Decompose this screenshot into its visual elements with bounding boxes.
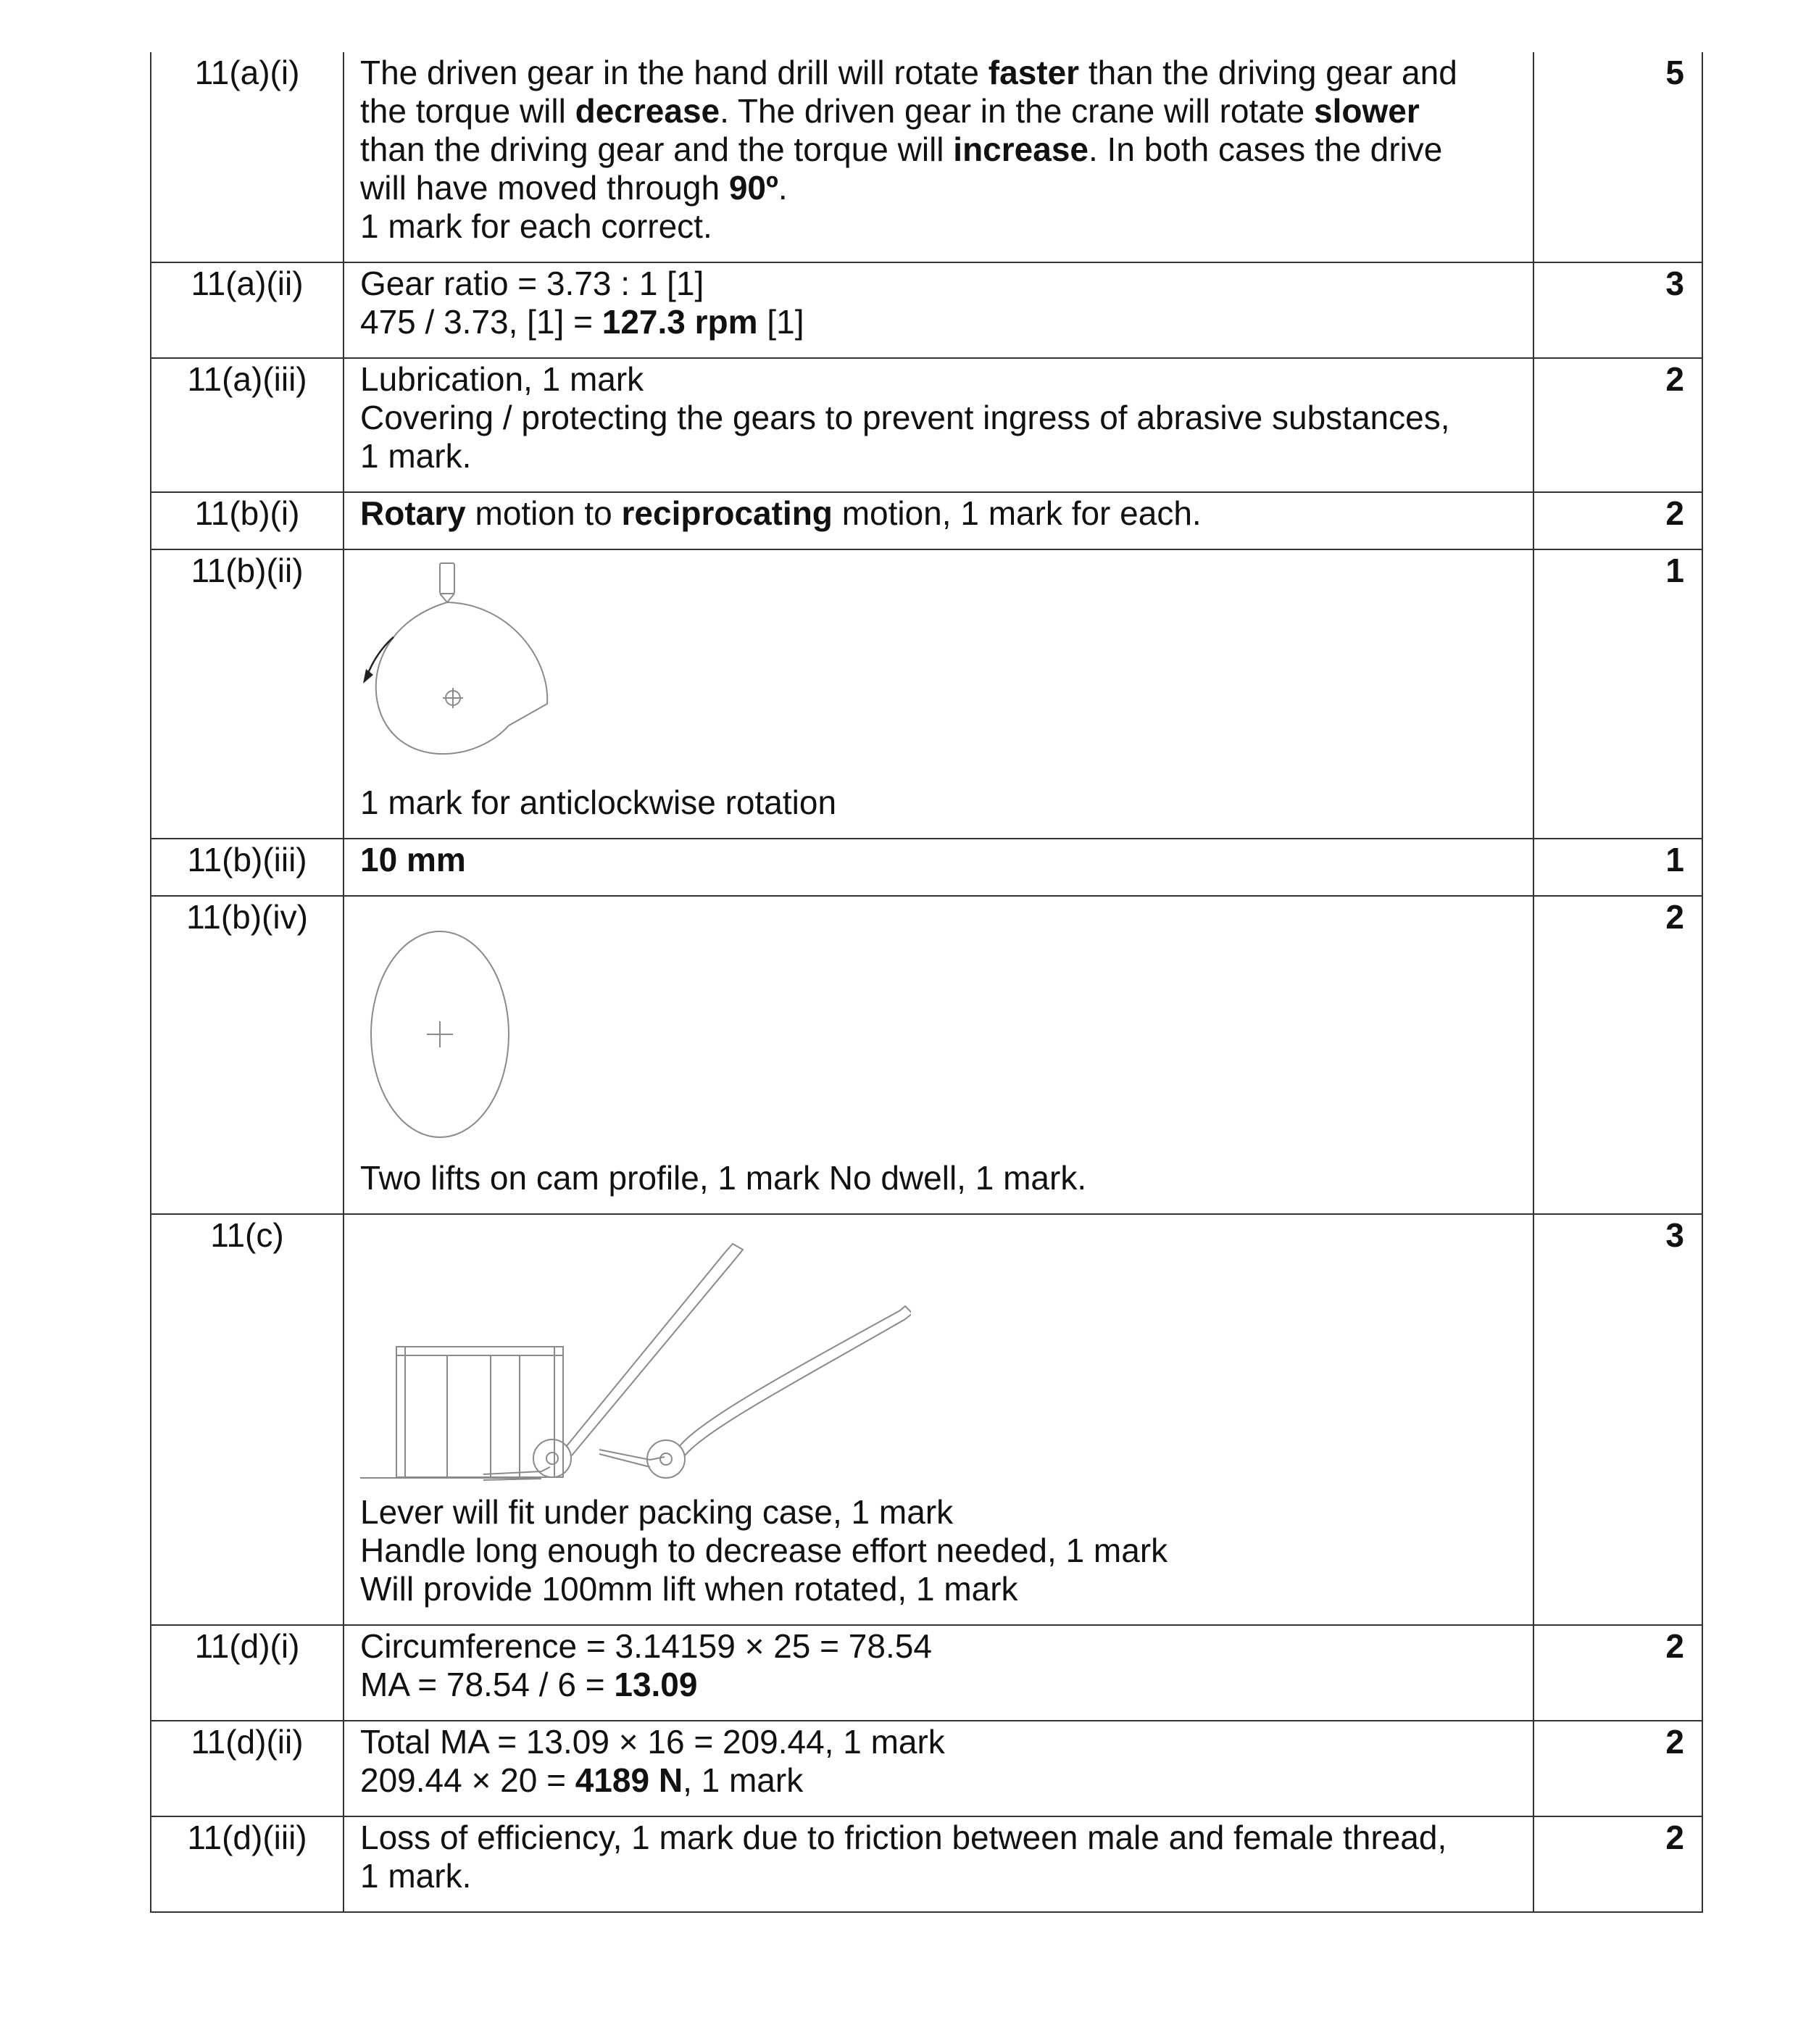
answer-text: .	[778, 169, 788, 207]
answer-figure	[360, 898, 1517, 1159]
answer-text: Circumference = 3.14159 × 25 = 78.54	[360, 1627, 932, 1665]
answer-cell	[344, 549, 1533, 839]
answer-line	[360, 360, 1517, 399]
answer-line	[360, 399, 1517, 437]
answer-text: 1 mark for anticlockwise rotation	[360, 784, 837, 821]
answer-line	[360, 1666, 1517, 1704]
answer-line	[360, 1819, 1517, 1857]
answer-cell	[344, 896, 1533, 1214]
answer-text: Lever will fit under packing case, 1 mark	[360, 1493, 954, 1531]
answer-emphasis: 13.09	[614, 1666, 698, 1703]
table-row	[151, 1214, 1702, 1625]
answer-line	[360, 784, 1517, 822]
marks-value: 3	[1533, 1214, 1702, 1625]
table-row	[151, 52, 1702, 262]
snail-cam-diagram	[360, 560, 592, 770]
question-number: 11(c)	[151, 1214, 344, 1625]
answer-emphasis: 10 mm	[360, 841, 466, 878]
marks-value: 3	[1533, 262, 1702, 358]
marks-value: 1	[1533, 839, 1702, 896]
answer-line	[360, 303, 1517, 341]
answer-line	[360, 841, 1517, 879]
answer-emphasis: faster	[988, 54, 1080, 91]
question-number: 11(a)(i)	[151, 52, 344, 262]
answer-line	[360, 92, 1517, 130]
table-row	[151, 896, 1702, 1214]
question-number: 11(b)(iii)	[151, 839, 344, 896]
answer-text: MA = 78.54 / 6 =	[360, 1666, 615, 1703]
answer-cell	[344, 1214, 1533, 1625]
question-number: 11(d)(ii)	[151, 1721, 344, 1816]
answer-text: , 1 mark	[683, 1761, 804, 1799]
answer-figure	[360, 1216, 1517, 1493]
answer-text: Covering / protecting the gears to prevent ingress of abrasive substances,	[360, 399, 1450, 436]
answer-text: Will provide 100mm lift when rotated, 1 mark	[360, 1570, 1018, 1608]
table-row	[151, 1625, 1702, 1721]
answer-cell	[344, 358, 1533, 492]
answer-text: will have moved through	[360, 169, 729, 207]
answer-text: Lubrication, 1 mark	[360, 360, 644, 398]
answer-text: [1]	[757, 303, 804, 341]
answer-cell	[344, 1625, 1533, 1721]
marks-value: 5	[1533, 52, 1702, 262]
answer-text: Two lifts on cam profile, 1 mark No dwell, 1 mark.	[360, 1159, 1087, 1197]
table-row	[151, 1816, 1702, 1912]
answer-line	[360, 1532, 1517, 1570]
answer-emphasis: 90º	[728, 169, 778, 207]
answer-line	[360, 1493, 1517, 1532]
marks-value: 2	[1533, 1625, 1702, 1721]
answer-line	[360, 1723, 1517, 1761]
answer-text: 1 mark for each correct.	[360, 207, 712, 245]
answer-text: motion, 1 mark for each.	[832, 494, 1202, 532]
table-row	[151, 492, 1702, 549]
answer-line	[360, 169, 1517, 207]
table-row	[151, 839, 1702, 896]
answer-text: 475 / 3.73, [1] =	[360, 303, 602, 341]
question-number: 11(d)(i)	[151, 1625, 344, 1721]
answer-cell	[344, 1721, 1533, 1816]
answer-text: motion to	[465, 494, 622, 532]
answer-line	[360, 130, 1517, 169]
answer-line	[360, 437, 1517, 475]
table-row	[151, 549, 1702, 839]
answer-line	[360, 265, 1517, 303]
marks-value: 2	[1533, 896, 1702, 1214]
answer-cell	[344, 262, 1533, 358]
answer-text: than the driving gear and	[1079, 54, 1457, 91]
answer-emphasis: Rotary	[360, 494, 466, 532]
answer-text: 209.44 × 20 =	[360, 1761, 575, 1799]
answer-line	[360, 1627, 1517, 1666]
answer-text: Gear ratio = 3.73 : 1 [1]	[360, 265, 704, 302]
answer-text: . The driven gear in the crane will rotate	[720, 92, 1315, 130]
answer-cell	[344, 1816, 1533, 1912]
question-number: 11(a)(iii)	[151, 358, 344, 492]
question-number: 11(b)(i)	[151, 492, 344, 549]
answer-line	[360, 1159, 1517, 1197]
answer-text: Total MA = 13.09 × 16 = 209.44, 1 mark	[360, 1723, 945, 1761]
mark-scheme-rows	[151, 52, 1702, 1912]
answer-cell	[344, 492, 1533, 549]
answer-cell	[344, 52, 1533, 262]
answer-emphasis: decrease	[575, 92, 720, 130]
oval-cam-diagram	[360, 926, 520, 1143]
answer-text: 1 mark.	[360, 1857, 472, 1895]
marks-value: 2	[1533, 492, 1702, 549]
answer-text: Loss of efficiency, 1 mark due to friction between male and female thread,	[360, 1819, 1447, 1856]
answer-figure	[360, 552, 1517, 784]
marks-value: 1	[1533, 549, 1702, 839]
answer-emphasis: 4189 N	[575, 1761, 683, 1799]
marks-value: 2	[1533, 1721, 1702, 1816]
answer-cell	[344, 839, 1533, 896]
answer-text: the torque will	[360, 92, 575, 130]
answer-line	[360, 54, 1517, 92]
answer-text: . In both cases the drive	[1089, 130, 1443, 168]
marks-value: 2	[1533, 1816, 1702, 1912]
question-number: 11(a)(ii)	[151, 262, 344, 358]
mark-scheme-page	[150, 52, 1684, 1913]
answer-line	[360, 1761, 1517, 1800]
answer-emphasis: increase	[953, 130, 1089, 168]
lever-diagram	[360, 1238, 911, 1484]
table-row	[151, 262, 1702, 358]
answer-emphasis: reciprocating	[621, 494, 833, 532]
answer-line	[360, 1570, 1517, 1608]
question-number: 11(b)(iv)	[151, 896, 344, 1214]
answer-text: 1 mark.	[360, 437, 472, 475]
answer-emphasis: slower	[1314, 92, 1420, 130]
mark-scheme-table	[150, 52, 1703, 1913]
answer-line	[360, 494, 1517, 533]
answer-line	[360, 207, 1517, 246]
table-row	[151, 1721, 1702, 1816]
answer-text: than the driving gear and the torque will	[360, 130, 954, 168]
table-row	[151, 358, 1702, 492]
answer-emphasis: 127.3 rpm	[602, 303, 758, 341]
answer-text: Handle long enough to decrease effort needed, 1 mark	[360, 1532, 1168, 1569]
question-number: 11(d)(iii)	[151, 1816, 344, 1912]
answer-line	[360, 1857, 1517, 1895]
question-number: 11(b)(ii)	[151, 549, 344, 839]
marks-value: 2	[1533, 358, 1702, 492]
answer-text: The driven gear in the hand drill will rotate	[360, 54, 989, 91]
